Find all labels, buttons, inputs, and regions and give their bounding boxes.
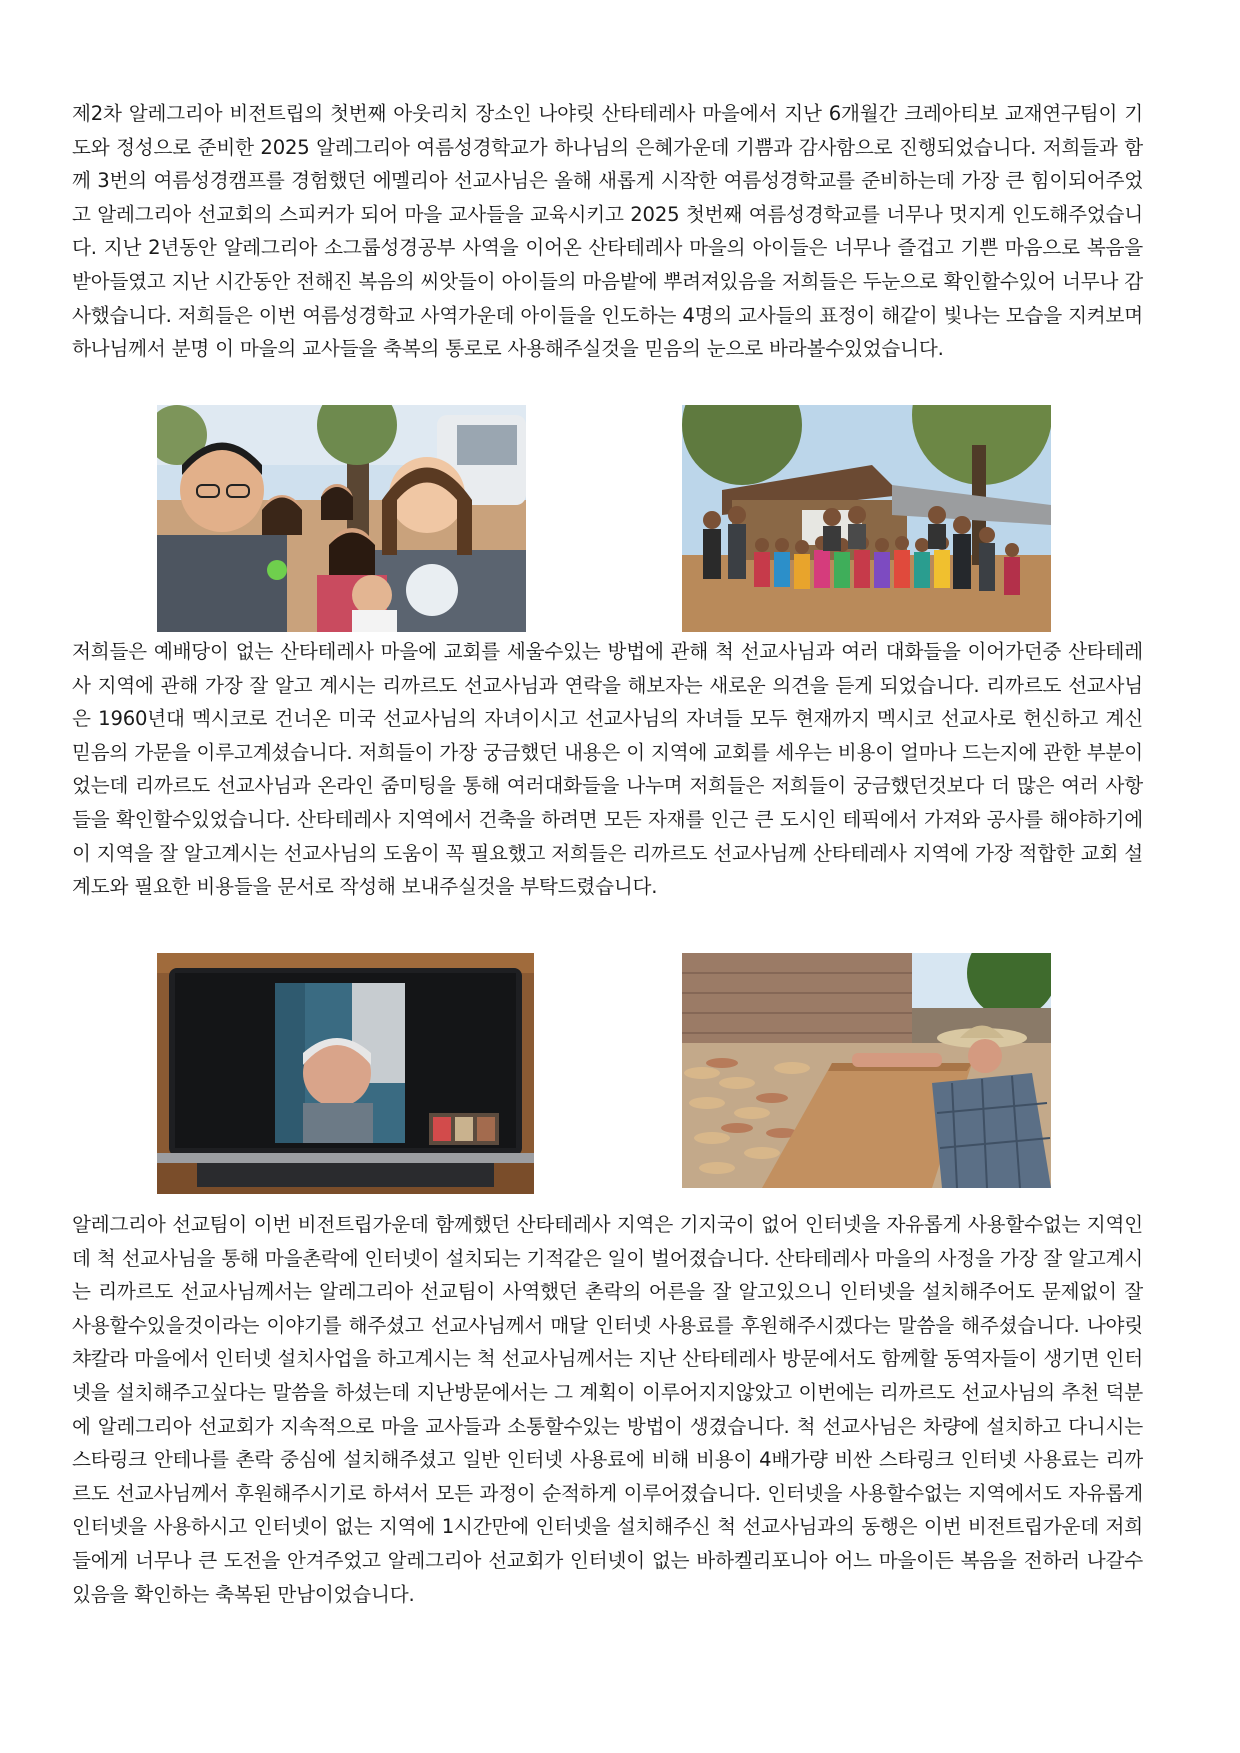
article-paragraph-1: 제2차 알레그리아 비전트립의 첫번째 아웃리치 장소인 나야릿 산타테레사 마을에서 지난 6개월간 크레아티보 교재연구팀이 기도와 정성으로 준비한 2025 알레그리아 여름성경학교가 하나님의 은혜가운데 기쁨과 감사함으로 진행되었습니다. 저희들과 함께 3번의 여름성경캠프를 경험했던 에멜리아 선교사님은 올해 새롭게 시작한 여름성경학교를 준비하는데 가장 큰 힘이되어주었고 알레그리아 선교회의 스피커가 되어 마을 교사들을 교육시키고 2025 첫번째 여름성경학교를 너무나 멋지게 인도해주었습니다. 지난 2년동안 알레그리아 소그룹성경공부 사역을 이어온 산타테레사 마을의 아이들은 너무나 즐겁고 기쁜 마음으로 복음을 받아들였고 지난 시간동안 전해진 복음의 씨앗들이 아이들의 마음밭에 뿌려져있음을 저희들은 두눈으로 확인할수있어 너무나 감사했습니다. 저희들은 이번 여름성경학교 사역가운데 아이들을 인도하는 4명의 교사들의 표정이 해같이 빛나는 모습을 지켜보며 하나님께서 분명 이 마을의 교사들을 축복의 통로로 사용해주실것을 믿음의 눈으로 바라볼수있었습니다. xyxy=(72,102,1143,361)
article-paragraph-2: 저희들은 예배당이 없는 산타테레사 마을에 교회를 세울수있는 방법에 관해 척 선교사님과 여러 대화들을 이어가던중 산타테레사 지역에 관해 가장 잘 알고 계시는 리까르도 선교사님과 연락을 해보자는 새로운 의견을 듣게 되었습니다. 리까르도 선교사님은 1960년대 멕시코로 건너온 미국 선교사님의 자녀이시고 선교사님의 자녀들 모두 현재까지 멕시코 선교사로 헌신하고 계신 믿음의 가문을 이루고계셨습니다. 저희들이 가장 궁금했던 내용은 이 지역에 교회를 세우는 비용이 얼마나 드는지에 관한 부분이었는데 리까르도 선교사님과 온라인 줌미팅을 통해 여러대화들을 나누며 저희들은 저희들이 궁금했던것보다 더 많은 여러 사항들을 확인할수있었습니다. 산타테레사 지역에서 건축을 하려면 모든 자재를 인근 큰 도시인 테픽에서 가져와 공사를 해야하기에 이 지역을 잘 알고계시는 선교사님의 도움이 꼭 필요했고 저희들은 리까르도 선교사님께 산타테레사 지역에 가장 적합한 교회 설계도와 필요한 비용들을 문서로 작성해 보내주실것을 부탁드렸습니다. xyxy=(72,640,1143,899)
photo-group-bible-school xyxy=(682,405,1051,632)
article-paragraph-3: 알레그리아 선교팀이 이번 비전트립가운데 함께했던 산타테레사 지역은 기지국이 없어 인터넷을 자유롭게 사용할수없는 지역인데 척 선교사님을 통해 마을촌락에 인터넷이 설치되는 기적같은 일이 벌어졌습니다. 산타테레사 마을의 사정을 가장 잘 알고계시는 리까르도 선교사님께서는 알레그리아 선교팀이 사역했던 촌락의 어른을 잘 알고있으니 인터넷을 설치해주어도 문제없이 잘 사용할수있을것이라는 이야기를 해주셨고 선교사님께서 매달 인터넷 사용료를 후원해주시겠다는 말씀을 해주셨습니다. 나야릿 챠칼라 마을에서 인터넷 설치사업을 하고계시는 척 선교사님께서는 지난 산타테레사 방문에서도 함께할 동역자들이 생기면 인터넷을 설치해주고싶다는 말씀을 하셨는데 지난방문에서는 그 계획이 이루어지지않았고 이번에는 리까르도 선교사님의 추천 덕분에 알레그리아 선교회가 지속적으로 마을 교사들과 소통할수있는 방법이 생겼습니다. 척 선교사님은 차량에 설치하고 다니시는 스타링크 안테나를 촌락 중심에 설치해주셨고 일반 인터넷 사용료에 비해 비용이 4배가량 비싼 스타링크 인터넷 사용료는 리까르도 선교사님께서 후원해주시기로 하셔서 모든 과정이 순적하게 이루어졌습니다. 인터넷을 사용할수없는 지역에서도 자유롭게 인터넷을 사용하시고 인터넷이 없는 지역에 1시간만에 인터넷을 설치해주신 척 선교사님과의 동행은 이번 비전트립가운데 저희들에게 너무나 큰 도전을 안겨주었고 알레그리아 선교회가 인터넷이 없는 바하켈리포니아 어느 마을이든 복음을 전하러 나갈수있음을 확인하는 축복된 만남이었습니다. xyxy=(72,1213,1143,1606)
photo-selfie-with-children xyxy=(157,405,526,632)
photo-missionary-construction xyxy=(682,953,1051,1188)
photo-zoom-meeting-laptop xyxy=(157,953,534,1194)
